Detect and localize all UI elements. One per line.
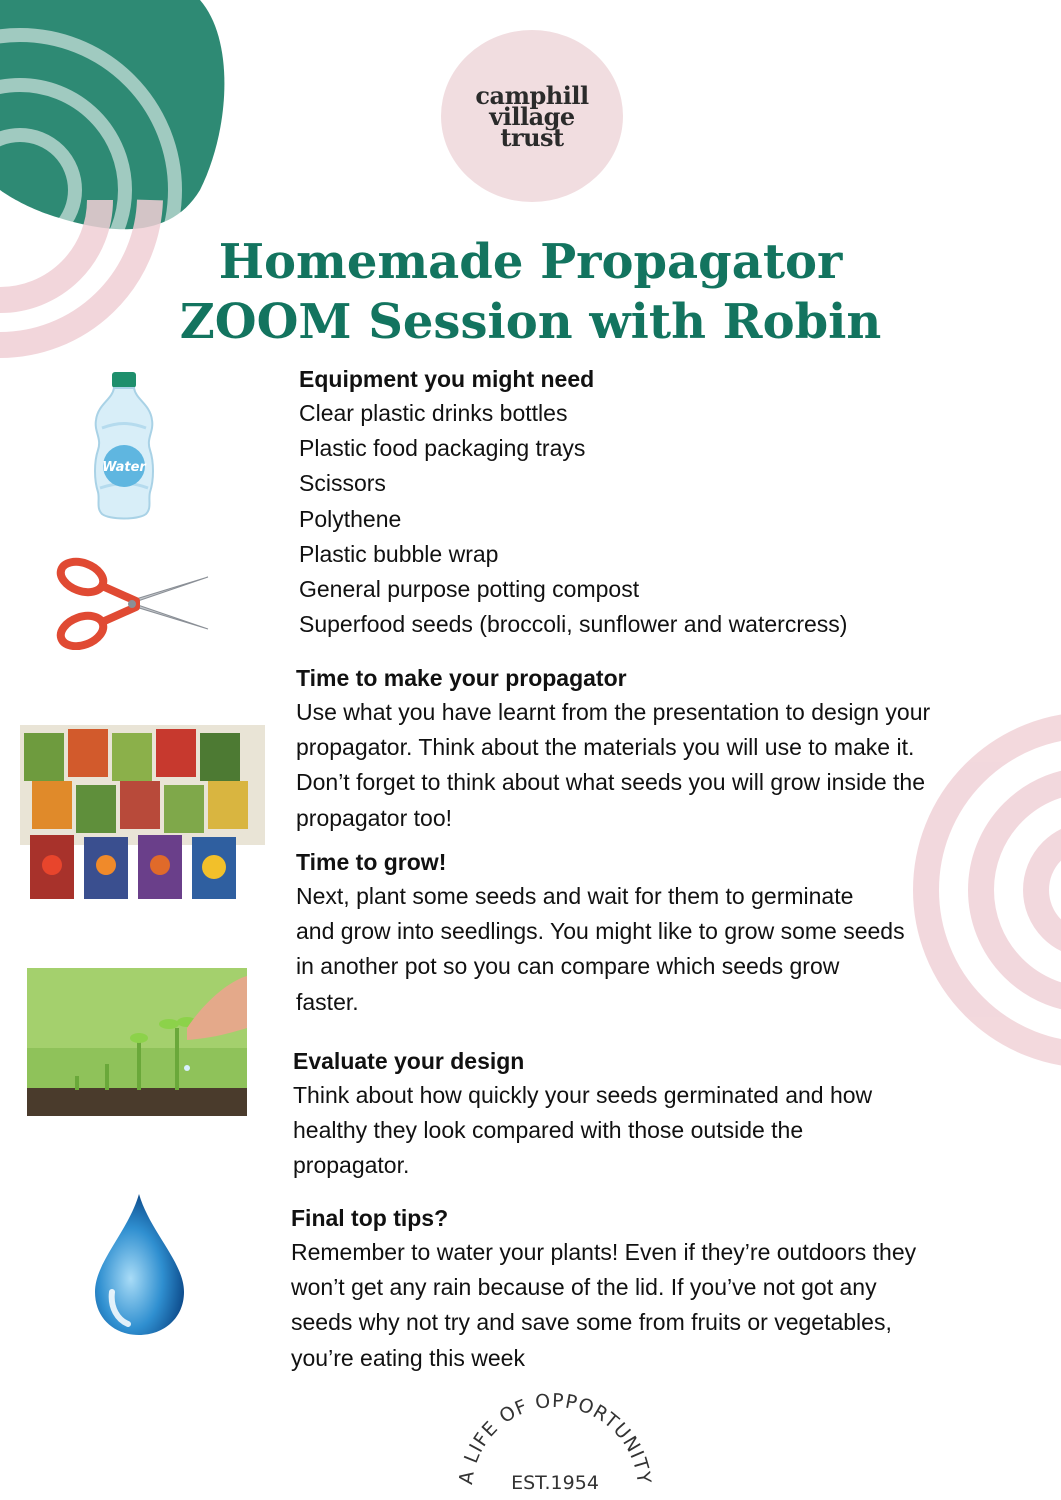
equipment-heading: Equipment you might need — [299, 366, 595, 392]
grow-line: faster. — [296, 988, 359, 1015]
tips-line: won’t get any rain because of the lid. If you’ve not got any — [291, 1274, 877, 1301]
water-bottle-icon — [88, 370, 160, 520]
make-line: Use what you have learnt from the presentation to design your — [296, 699, 931, 725]
logo-line-2: village — [489, 101, 575, 131]
stamp-arc-text: A LIFE OF OPPORTUNITY — [455, 1389, 655, 1486]
equipment-item: General purpose potting compost — [299, 576, 640, 603]
tips-heading: Final top tips? — [291, 1205, 449, 1231]
grow-line: and grow into seedlings. You might like to grow some seeds — [296, 918, 905, 945]
equipment-item: Plastic food packaging trays — [299, 435, 586, 462]
seed-packets-image — [20, 725, 265, 903]
make-heading: Time to make your propagator — [296, 665, 627, 691]
final-tips-section — [291, 1202, 916, 1376]
equipment-item: Polythene — [299, 505, 402, 532]
seedlings-photo — [27, 968, 247, 1116]
stamp-est: EST.1954 — [511, 1472, 599, 1494]
time-to-grow-section — [296, 846, 905, 1020]
camphill-village-trust-logo — [441, 30, 623, 202]
bottle-label: Water — [102, 460, 146, 475]
tips-line: seeds why not try and save some from fruits or vegetables, — [291, 1309, 892, 1336]
title-line-2: ZOOM Session with Robin — [179, 294, 882, 350]
scissors-icon — [52, 555, 212, 650]
make-line: Don’t forget to think about what seeds you will grow inside the — [296, 769, 926, 796]
title-line-1: Homemade Propagator — [218, 234, 843, 290]
tips-line: Remember to water your plants! Even if they’re outdoors they — [291, 1239, 917, 1265]
make-line: propagator too! — [296, 804, 453, 831]
make-propagator-section — [296, 662, 930, 836]
logo-line-1: camphill — [475, 80, 589, 110]
life-of-opportunity-stamp — [450, 1385, 660, 1495]
evaluate-line: Think about how quickly your seeds germinated and how — [293, 1082, 873, 1108]
grow-line: in another pot so you can compare which seeds grow — [296, 953, 840, 980]
equipment-list — [299, 396, 847, 642]
equipment-item: Superfood seeds (broccoli, sunflower and watercress) — [299, 611, 848, 638]
evaluate-line: healthy they look compared with those outside the — [293, 1117, 804, 1144]
grow-heading: Time to grow! — [296, 849, 447, 875]
equipment-item: Scissors — [299, 470, 386, 497]
evaluate-heading: Evaluate your design — [293, 1048, 525, 1074]
grow-line: Next, plant some seeds and wait for them to germinate — [296, 883, 854, 909]
tips-line: you’re eating this week — [291, 1344, 525, 1371]
equipment-section — [299, 363, 847, 642]
water-drop-icon — [92, 1192, 187, 1337]
equipment-item: Plastic bubble wrap — [299, 540, 499, 567]
make-line: propagator. Think about the materials you will use to make it. — [296, 734, 915, 761]
equipment-item: Clear plastic drinks bottles — [299, 400, 568, 426]
evaluate-section — [293, 1045, 872, 1184]
page-title — [0, 232, 1061, 352]
logo-line-3: trust — [500, 122, 564, 152]
evaluate-line: propagator. — [293, 1152, 410, 1179]
